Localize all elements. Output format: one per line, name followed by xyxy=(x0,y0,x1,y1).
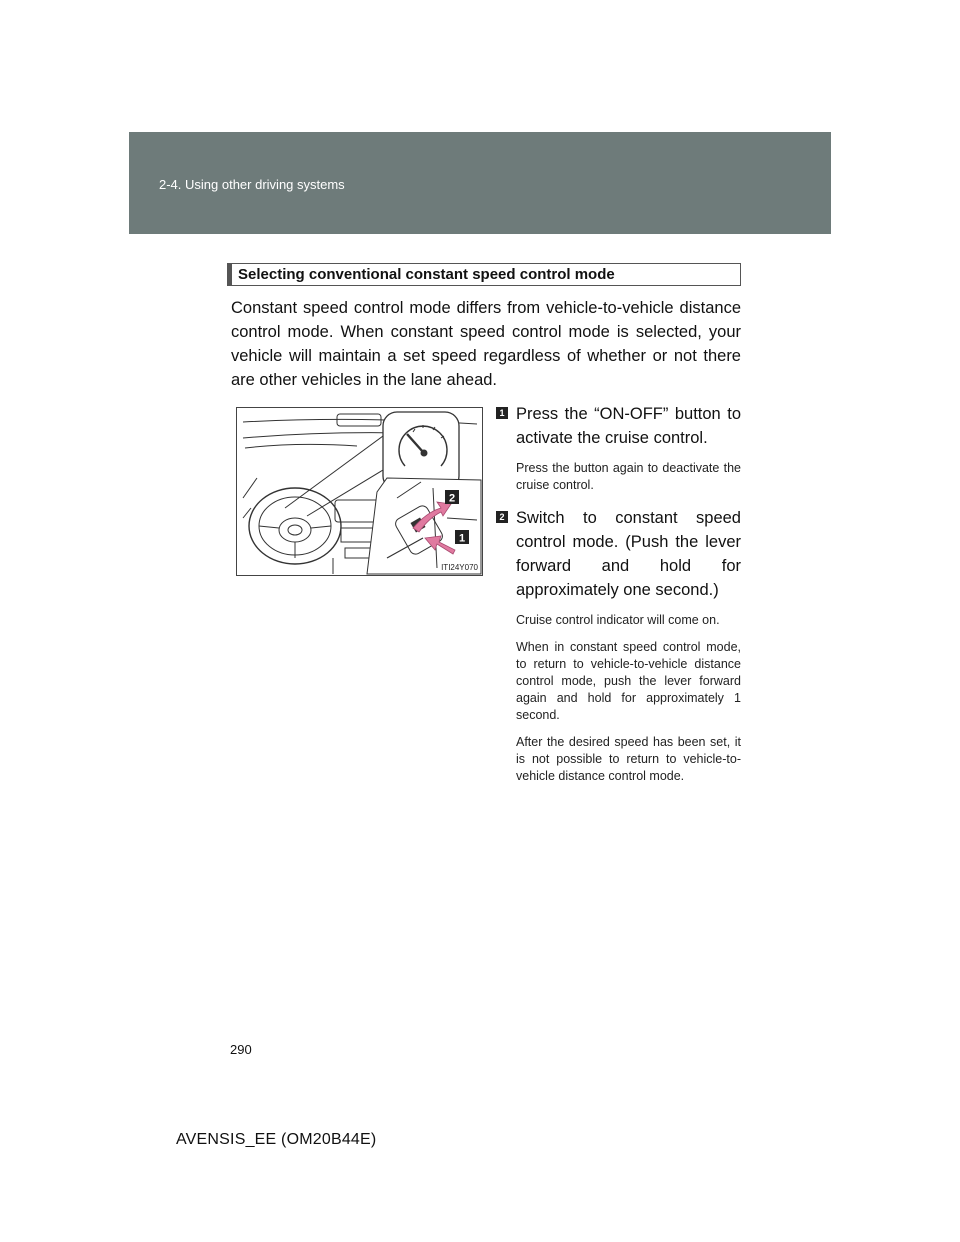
step-number-badge: 1 xyxy=(496,407,508,419)
intro-paragraph: Constant speed control mode differs from vehicle-to-vehicle distance control mode. When constant speed control mode is selected, your vehicle will maintain a set speed regardless of whether or not there are other vehicles in the lane ahead. xyxy=(231,299,741,389)
figure-code: ITI24Y070 xyxy=(441,563,478,572)
step-note: Press the button again to deactivate the cruise control. xyxy=(516,461,741,492)
step-item xyxy=(496,506,741,785)
step-number-badge: 2 xyxy=(496,511,508,523)
section-heading-text: Selecting conventional constant speed control mode xyxy=(238,266,615,283)
page-number: 290 xyxy=(230,1042,252,1057)
callout-2: 2 xyxy=(448,492,456,505)
section-reference: 2-4. Using other driving systems xyxy=(159,177,345,192)
heading-marker xyxy=(228,264,232,285)
step-item xyxy=(496,402,741,494)
document-code: AVENSIS_EE (OM20B44E) xyxy=(176,1131,377,1148)
step-note: When in constant speed control mode, to return to vehicle-to-vehicle distance control mode, push the lever forward again and hold for approximately 1 second. xyxy=(516,640,741,722)
callout-1: 1 xyxy=(458,532,466,545)
step-instruction: Switch to constant speed control mode. (Push the lever forward and hold for approximately one second.) xyxy=(516,509,741,599)
section-heading xyxy=(227,263,741,286)
step-list xyxy=(496,402,741,785)
header-band xyxy=(129,132,831,234)
step-note: After the desired speed has been set, it is not possible to return to vehicle-to-vehicle distance control mode. xyxy=(516,735,741,783)
step-instruction: Press the “ON-OFF” button to activate the cruise control. xyxy=(516,405,741,447)
cruise-control-illustration xyxy=(236,407,483,576)
step-note: Cruise control indicator will come on. xyxy=(516,613,720,627)
dashboard-drawing xyxy=(237,408,482,575)
